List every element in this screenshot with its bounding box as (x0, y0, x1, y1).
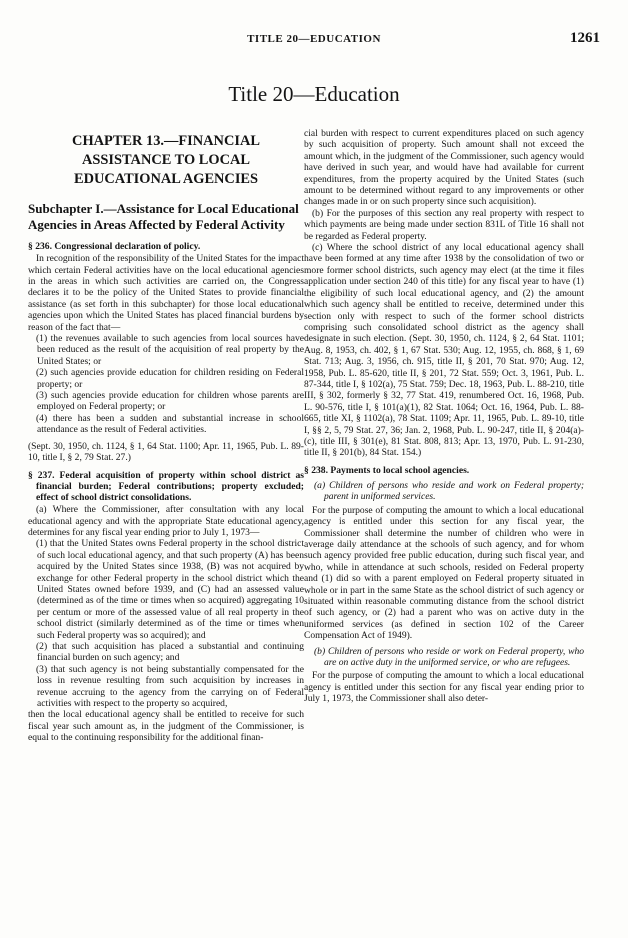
running-header (28, 30, 600, 52)
section-237-subsection-b: (b) For the purposes of this section any real property with respect to which payments are being made under section 831L of Title 16 shall not be regarded as Federal property. (304, 207, 584, 242)
section-237-item-3: (3) that such agency is not being substantially compensated for the loss in revenue resulting from such acquisition by increases in revenue accruing to the agency from the carrying on of Federal activities with respect to the property so acquired, (36, 663, 304, 710)
section-238-a-text: For the purpose of computing the amount to which a local educational agency is entitled under this section for any fiscal year, the Commissioner shall determine the number of children who were in average daily attendance at the schools of such agency, and for whom such agency provided free public education, during such fiscal year, and who, while in attendance at such schools, resided on Federal property and (1) did so with a parent employed on Federal property situated in whole or in part in the same State as the school district of such agency or situated within reasonable commuting distance from the school district of such agency, or (2) had a parent who was on active duty in the uniformed services (as defined in section 102 of the Career Compensation Act of 1949). (304, 504, 584, 642)
chapter-heading: CHAPTER 13.—FINANCIAL ASSISTANCE TO LOCAL EDUCATIONAL AGENCIES (72, 133, 260, 187)
section-237-item-2: (2) that such acquisition has placed a substantial and continuing financial burden on such agency; and (36, 641, 304, 664)
section-238-b-heading: (b) Children of persons who reside or work on Federal property, who are on active duty in the uniformed service, or who are refugees. (314, 645, 584, 669)
section-236-item-1: (1) the revenues available to such agencies from local sources have been reduced as the result of the acquisition of real property by the United States; or (36, 333, 304, 367)
left-column (28, 128, 304, 744)
section-237-heading: § 237. Federal acquisition of property within school district as financial burden; Federal contributions; property excluded; effect of school district consolidations. (28, 469, 304, 503)
subchapter-heading: Subchapter I.—Assistance for Local Educational Agencies in Areas Affected by Federal Activity (28, 201, 299, 232)
running-title: TITLE 20—EDUCATION (247, 33, 381, 45)
section-236-item-3: (3) such agencies provide education for children whose parents are employed on Federal property; or (36, 390, 304, 413)
section-238-a-heading: (a) Children of persons who reside and work on Federal property; parent in uniformed services. (314, 479, 584, 503)
section-237-item-1: (1) that the United States owns Federal property in the school district of such local educational agency, and that such property (A) has been acquired by the United States since 1938, (B) was not acquired by exchange for other Federal property in the school district which the United States owned before 1939, and (C) had an assessed value (determined as of the time or times when so acquired) aggregating 10 per centum or more of the assessed value of all real property in the school district (similarly determined as of the time or times when such Federal property was so acquired); and (36, 538, 304, 641)
section-238-heading: § 238. Payments to local school agencies. (304, 464, 470, 476)
section-236-paragraph: In recognition of the responsibility of the United States for the impact which certain Federal activities have on the local educational agencies in the areas in which such activities are carried on, the Congress declares it to be the policy of the United States to provide financial assistance (as set forth in this subchapter) for those local educational agencies upon which the United States has placed financial burdens by reason of the fact that— (28, 253, 304, 333)
section-236-item-2: (2) such agencies provide education for children residing on Federal property; or (36, 367, 304, 390)
page-title: Title 20—Education (228, 82, 400, 106)
section-236-item-4: (4) there has been a sudden and substantial increase in school attendance as the result of Federal activities. (36, 412, 304, 436)
section-237-subsection-c: (c) Where the school district of any local educational agency shall have been formed at any time after 1938 by the consolidation of two or more former school districts, such agency may elect (at the time it files application under section 240 of this title) for any fiscal year to have (1) the eligibility of such local educational agency, and (2) the amount which such agency shall be entitled to receive, determined under this section only with respect to such of the former school districts comprising such consolidated school district as the agency shall designate in such election. (Sept. 30, 1950, ch. 1124, § 2, 64 Stat. 1101; Aug. 8, 1953, ch. 402, § 1, 67 Stat. 530; Aug. 12, 1955, ch. 868, § 1, 69 Stat. 713; Aug. 3, 1956, ch. 915, title II, § 201, 70 Stat. 970; Aug. 12, 1958, Pub. L. 85-620, title II, § 201, 72 Stat. 559; Oct. 3, 1961, Pub. L. 87-344, title I, § 102(a), 75 Stat. 759; Dec. 18, 1963, Pub. L. 88-210, title III, § 302, formerly § 32, 77 Stat. 419, renumbered Oct. 16, 1968, Pub. L. 90-576, title I, § 101(a)(1), 82 Stat. 1064; Oct. 16, 1964, Pub. L. 88-665, title XI, § 1102(a), 78 Stat. 1109; Apr. 11, 1965, Pub. L. 89-10, title I, §§ 2, 5, 79 Stat. 27, 36; Jan. 2, 1968, Pub. L. 90-247, title II, § 204(a)-(c), title III, § 301(e), 81 Stat. 808, 813; Apr. 13, 1970, Pub. L. 91-230, title II, § 201(b), 84 Stat. 154.) (304, 242, 585, 459)
section-237-subsection-a: (a) Where the Commissioner, after consultation with any local educational agency and with the appropriate State educational agency, determines for any fiscal year ending prior to July 1, 1973— (28, 504, 304, 538)
right-column (304, 128, 584, 705)
section-236-heading: § 236. Congressional declaration of policy. (28, 241, 201, 252)
page-number: 1261 (570, 30, 600, 46)
section-237-continuation: cial burden with respect to current expenditures placed on such agency by such acquisition of property. Such amount shall not exceed the amount which, in the judgment of the Commissioner, such agency would have derived in such year, and would have had available for current expenditures, from the property acquired by the United States (such amount to be determined without regard to any improvements or other changes made in or on such property since such acquisition). (304, 128, 584, 208)
section-236-source-note: (Sept. 30, 1950, ch. 1124, § 1, 64 Stat. 1100; Apr. 11, 1965, Pub. L. 89-10, title I, § 2, 79 Stat. 27.) (28, 440, 304, 464)
section-238-b-text: For the purpose of computing the amount to which a local educational agency is entitled under this section for any fiscal year ending prior to July 1, 1973, the Commissioner shall also deter- (304, 670, 584, 705)
section-237-tail-text: then the local educational agency shall be entitled to receive for such fiscal year such amount as, in the judgment of the Commissioner, is equal to the continuing responsibility for the additional finan- (28, 709, 304, 744)
